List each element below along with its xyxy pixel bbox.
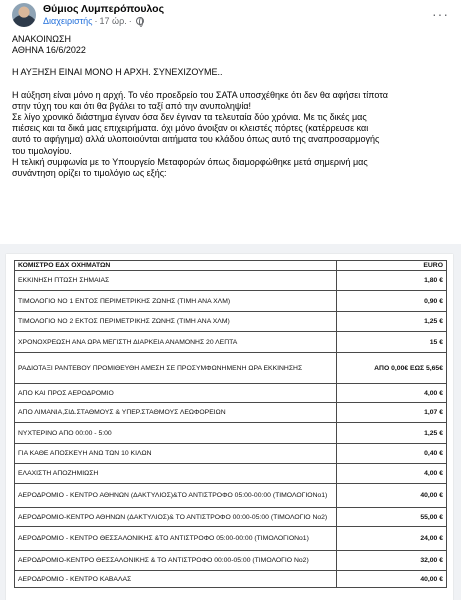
post-text [12, 34, 450, 179]
fare-row-value: 1,80 € [337, 271, 447, 291]
fare-row-value: 32,00 € [337, 551, 447, 571]
fare-table [14, 260, 447, 588]
post-paragraph-line: του τιμολογίου. [12, 145, 72, 156]
fare-table-row [15, 484, 447, 508]
post-paragraph-line: πιέσεις και τα δικά μας επιχειρήματα. όχι μόνο άνοιξαν οι κλειστές πόρτες (κατέρρευσε και [12, 123, 369, 134]
attached-image-frame[interactable] [0, 244, 461, 600]
announcement-title: ΑΝΑΚΟΙΝΩΣΗ [12, 34, 72, 44]
fare-table-row [15, 571, 447, 588]
fare-row-value: 40,00 € [337, 571, 447, 588]
meta-separator: · [94, 16, 98, 26]
fare-row-label: ΑΠΟ ΛΙΜΑΝΙΑ,ΣΙΔ.ΣΤΑΘΜΟΥΣ & ΥΠΕΡ.ΣΤΑΘΜΟΥΣ ΛΕΩΦΟΡΕΙΩΝ [15, 403, 337, 423]
fare-row-value: 55,00 € [337, 508, 447, 527]
fare-row-label: ΑΕΡΟΔΡΟΜΙΟ - ΚΕΝΤΡΟ ΑΘΗΝΩΝ (ΔΑΚΤΥΛΙΟΣ)&ΤΟ ΑΝΤΙΣΤΡΟΦΟ 05:00-00:00 (ΤΙΜΟΛΟΓΙΟΝο1) [15, 484, 337, 508]
fare-table-header [15, 261, 447, 271]
post-header [0, 0, 461, 30]
fare-row-value: 24,00 € [337, 527, 447, 551]
fare-row-label: ΓΙΑ ΚΑΘΕ ΑΠΟΣΚΕΥΗ ΑΝΩ ΤΩΝ 10 ΚΙΛΩΝ [15, 444, 337, 464]
fare-row-label: ΤΙΜΟΛΟΓΙΟ ΝΟ 2 ΕΚΤΟΣ ΠΕΡΙΜΕΤΡΙΚΗΣ ΖΩΝΗΣ (ΤΙΜΗ ΑΝΑ ΧΛΜ) [15, 312, 337, 332]
fare-table-row [15, 384, 447, 403]
fare-table-row [15, 353, 447, 384]
fare-table-row [15, 444, 447, 464]
globe-icon [136, 17, 144, 25]
fare-table-row [15, 312, 447, 332]
more-options-icon[interactable]: ··· [432, 6, 449, 22]
fare-table-row [15, 551, 447, 571]
fare-table-row [15, 291, 447, 312]
fare-row-value: 15 € [337, 332, 447, 353]
fare-row-value: 0,90 € [337, 291, 447, 312]
fare-header-label: ΚΟΜΙΣΤΡΟ ΕΔΧ ΟΧΗΜΑΤΩΝ [15, 261, 337, 271]
announcement-headline: Η ΑΥΞΗΣΗ ΕΙΝΑΙ ΜΟΝΟ Η ΑΡΧΗ. ΣΥΝΕΧΙΖΟΥΜΕ.. [12, 67, 223, 78]
fare-row-label: ΕΚΚΙΝΗΣΗ ΠΤΩΣΗ ΣΗΜΑΙΑΣ [15, 271, 337, 291]
fare-row-label: ΑΕΡΟΔΡΟΜΙΟ - ΚΕΝΤΡΟ ΘΕΣΣΑΛΟΝΙΚΗΣ &ΤΟ ΑΝΤΙΣΤΡΟΦΟ 05:00-00:00 (ΤΙΜΟΛΟΓΙΟΝο1) [15, 527, 337, 551]
fare-row-value: 4,00 € [337, 464, 447, 484]
fare-table-row [15, 271, 447, 291]
meta-separator: · [128, 16, 132, 26]
post-paragraph-line: Η τελική συμφωνία με το Υπουργείο Μεταφορών όπως διαμορφώθηκε μετά σημερινή μας [12, 156, 368, 167]
fare-row-label: ΤΙΜΟΛΟΓΙΟ ΝΟ 1 ΕΝΤΟΣ ΠΕΡΙΜΕΤΡΙΚΗΣ ΖΩΝΗΣ (ΤΙΜΗ ΑΝΑ ΧΛΜ) [15, 291, 337, 312]
fare-row-value: 1,25 € [337, 312, 447, 332]
fare-table-row [15, 403, 447, 423]
post-paragraph-line: Σε λίγο χρονικό διάστημα έγιναν όσα δεν έγιναν τα τελευταία δύο χρόνια. Με τις δικές μας [12, 112, 367, 123]
fare-table-row [15, 332, 447, 353]
post-meta [43, 16, 144, 26]
fare-row-label: ΑΠΟ ΚΑΙ ΠΡΟΣ ΑΕΡΟΔΡΟΜΙΟ [15, 384, 337, 403]
post-paragraph-line: αυτό το αφήγημα) αλλά υλοποιούνται αιτήματα του κλάδου όπως αυτό της αναπροσαρμογής [12, 134, 380, 145]
fare-row-label: ΕΛΑΧΙΣΤΗ ΑΠΟΖΗΜΙΩΣΗ [15, 464, 337, 484]
post-paragraph-line: στην τύχη του και ότι θα βγάλει το ταξί από την ανυποληψία! [12, 100, 252, 111]
fare-row-label: ΑΕΡΟΔΡΟΜΙΟ - ΚΕΝΤΡΟ ΚΑΒΑΛΑΣ [15, 571, 337, 588]
fare-row-value: 1,25 € [337, 423, 447, 444]
fare-table-row [15, 464, 447, 484]
fare-table-row [15, 527, 447, 551]
fare-table-row [15, 423, 447, 444]
admin-badge[interactable]: Διαχειριστής [43, 16, 93, 26]
fare-row-value: 40,00 € [337, 484, 447, 508]
fare-row-label: ΧΡΟΝΟΧΡΕΩΣΗ ΑΝΑ ΩΡΑ ΜΕΓΙΣΤΗ ΔΙΑΡΚΕΙΑ ΑΝΑΜΟΝΗΣ 20 ΛΕΠΤΑ [15, 332, 337, 353]
fare-row-value: ΑΠΟ 0,00€ ΕΩΣ 5,65€ [337, 353, 447, 384]
fare-row-value: 0,40 € [337, 444, 447, 464]
fare-document[interactable] [6, 254, 453, 600]
fare-row-label: ΑΕΡΟΔΡΟΜΙΟ-ΚΕΝΤΡΟ ΘΕΣΣΑΛΟΝΙΚΗΣ & ΤΟ ΑΝΤΙΣΤΡΟΦΟ 00:00-05:00 (ΤΙΜΟΛΟΓΙΟ Νο2) [15, 551, 337, 571]
fare-row-value: 4,00 € [337, 384, 447, 403]
fare-header-value: EURO [337, 261, 447, 271]
post-paragraph-line: συνάντηση ορίζει το τιμολόγιο ως εξής: [12, 168, 167, 179]
fare-row-label: ΡΑΔΙΟΤΑΞΙ ΡΑΝΤΕΒΟΥ ΠΡΟΜΙΘΕΥΘΗ ΑΜΕΣΗ ΣΕ ΠΡΟΣΥΜΦΩΝΗΜΕΝΗ ΩΡΑ ΕΚΚΙΝΗΣΗΣ [15, 353, 337, 384]
post-time[interactable]: 17 ώρ. [99, 16, 127, 26]
avatar[interactable] [12, 3, 36, 27]
fare-row-label: ΑΕΡΟΔΡΟΜΙΟ-ΚΕΝΤΡΟ ΑΘΗΝΩΝ (ΔΑΚΤΥΛΙΟΣ)& ΤΟ ΑΝΤΙΣΤΡΟΦΟ 00:00-05:00 (ΤΙΜΟΛΟΓΙΟ Νο2) [15, 508, 337, 527]
author-name[interactable]: Θύμιος Λυμπερόπουλος [43, 3, 165, 15]
fare-row-label: ΝΥΧΤΕΡΙΝΟ ΑΠΟ 00:00 - 5:00 [15, 423, 337, 444]
post-paragraph-line: Η αύξηση είναι μόνο η αρχή. Το νέο προεδρείο του ΣΑΤΑ υποσχέθηκε ότι δεν θα αφήσει τίποτα [12, 89, 388, 100]
fare-row-value: 1,07 € [337, 403, 447, 423]
fare-table-row [15, 508, 447, 527]
announcement-date: ΑΘΗΝΑ 16/6/2022 [12, 45, 86, 56]
